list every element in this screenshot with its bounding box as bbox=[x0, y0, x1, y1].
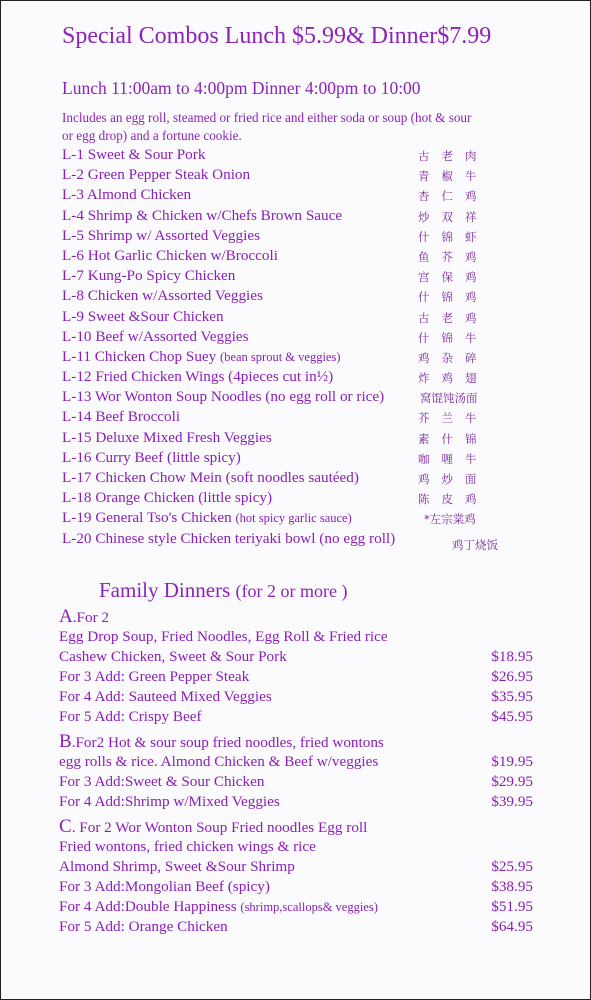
lunch-item bbox=[62, 185, 502, 205]
family-set-header bbox=[59, 607, 539, 627]
lunch-item bbox=[62, 407, 502, 427]
lunch-item-chinese-name: 什锦鸡 bbox=[418, 290, 489, 305]
family-set-line-text: For 4 Add:Double Happiness bbox=[59, 898, 237, 915]
lunch-item-name: L-8 Chicken w/Assorted Veggies bbox=[62, 287, 263, 305]
hours-text: Lunch 11:00am to 4:00pm Dinner 4:00pm to 10:00 bbox=[62, 78, 421, 98]
lunch-item-chinese-name: 炸鸡翅 bbox=[418, 371, 489, 386]
family-set-line bbox=[59, 627, 539, 647]
lunch-item-chinese-name: 杏仁鸡 bbox=[418, 189, 489, 204]
lunch-item-chinese-name: 鸡杂碎 bbox=[418, 350, 489, 365]
family-set-line bbox=[59, 792, 539, 812]
family-set-price: $35.95 bbox=[491, 688, 533, 705]
family-set-line bbox=[59, 837, 539, 857]
family-set-line bbox=[59, 752, 539, 772]
lunch-item-chinese-name: 什锦牛 bbox=[418, 330, 489, 345]
family-set-line bbox=[59, 877, 539, 897]
family-set-line bbox=[59, 667, 539, 687]
family-set-price: $51.95 bbox=[491, 898, 533, 915]
family-set-line-text: For 5 Add: Orange Chicken bbox=[59, 918, 228, 935]
lunch-item bbox=[62, 428, 502, 448]
family-set-letter: C bbox=[59, 816, 72, 837]
family-set-head-text: .For 2 bbox=[72, 609, 110, 626]
lunch-item-name: L-11 Chicken Chop Suey bbox=[62, 347, 217, 365]
lunch-item-name: L-20 Chinese style Chicken teriyaki bowl (no egg roll) bbox=[62, 529, 396, 547]
family-set-line-text: Almond Shrimp, Sweet &Sour Shrimp bbox=[59, 858, 295, 875]
lunch-item-note: (bean sprout & veggies) bbox=[220, 349, 341, 364]
lunch-item-name: L-6 Hot Garlic Chicken w/Broccoli bbox=[62, 246, 278, 264]
lunch-item-note: (hot spicy garlic sauce) bbox=[235, 511, 352, 526]
lunch-item bbox=[62, 508, 502, 528]
family-set-price: $38.95 bbox=[491, 878, 533, 895]
family-set-price: $18.95 bbox=[491, 648, 533, 665]
lunch-item bbox=[62, 307, 502, 327]
includes-text: Includes an egg roll, steamed or fried rice and either soda or soup (hot & sour or egg drop) and a fortune cookie. bbox=[62, 110, 472, 143]
family-set-price: $25.95 bbox=[491, 858, 533, 875]
lunch-item-name: L-13 Wor Wonton Soup Noodles (no egg roll or rice) bbox=[62, 388, 385, 406]
lunch-item-chinese-name: 素什锦 bbox=[418, 431, 489, 446]
family-dinners-heading: Family Dinners bbox=[99, 578, 231, 602]
family-set-line bbox=[59, 917, 539, 937]
lunch-item bbox=[62, 145, 502, 165]
family-set-line bbox=[59, 647, 539, 667]
family-set-line-text: Egg Drop Soup, Fried Noodles, Egg Roll & Fried rice bbox=[59, 628, 388, 645]
lunch-item bbox=[62, 347, 502, 367]
family-set-line bbox=[59, 772, 539, 792]
family-set-price: $19.95 bbox=[491, 753, 533, 770]
family-set-line-text: For 4 Add:Shrimp w/Mixed Veggies bbox=[59, 793, 280, 810]
lunch-item-chinese-name: 什锦虾 bbox=[418, 229, 489, 244]
lunch-item bbox=[62, 468, 502, 488]
family-dinners-list bbox=[59, 607, 539, 937]
page-title: Special Combos Lunch $5.99& Dinner$7.99 bbox=[62, 23, 492, 49]
lunch-item-chinese-name: 咖喱牛 bbox=[418, 451, 489, 466]
family-set-price: $64.95 bbox=[491, 918, 533, 935]
lunch-item bbox=[62, 529, 502, 552]
family-set-line-text: For 3 Add:Mongolian Beef (spicy) bbox=[59, 878, 270, 895]
lunch-item-chinese-name: 古老肉 bbox=[418, 149, 489, 163]
lunch-item-name: L-17 Chicken Chow Mein (soft noodles sautéed) bbox=[62, 469, 359, 486]
lunch-item-name: L-18 Orange Chicken (little spicy) bbox=[62, 489, 273, 507]
family-set-header bbox=[59, 817, 539, 837]
family-set-letter: B bbox=[59, 731, 72, 752]
lunch-item-name: L-3 Almond Chicken bbox=[62, 186, 192, 204]
lunch-item bbox=[62, 266, 502, 286]
lunch-item-name: L-1 Sweet & Sour Pork bbox=[62, 146, 206, 163]
lunch-item bbox=[62, 387, 502, 407]
lunch-item bbox=[62, 286, 502, 306]
lunch-item-name: L-10 Beef w/Assorted Veggies bbox=[62, 327, 249, 345]
family-set-price: $45.95 bbox=[491, 708, 533, 725]
family-set-header bbox=[59, 732, 539, 752]
lunch-item-chinese-name: 鱼芥鸡 bbox=[418, 249, 489, 264]
lunch-item-name: L-4 Shrimp & Chicken w/Chefs Brown Sauce bbox=[62, 206, 343, 224]
family-set-line bbox=[59, 897, 539, 917]
family-set-price: $26.95 bbox=[491, 668, 533, 685]
family-set-price: $29.95 bbox=[491, 773, 533, 790]
family-set-line bbox=[59, 857, 539, 877]
family-dinners-title bbox=[99, 578, 347, 603]
lunch-item-chinese-name: 陈皮鸡 bbox=[418, 492, 489, 507]
lunch-item-chinese-name: 芥兰牛 bbox=[418, 411, 489, 426]
lunch-item-chinese-name: 鸡丁烧饭 bbox=[452, 537, 498, 552]
family-set-line-note: (shrimp,scallops& veggies) bbox=[240, 900, 378, 914]
lunch-item-name: L-12 Fried Chicken Wings (4pieces cut in½) bbox=[62, 368, 334, 386]
lunch-item bbox=[62, 488, 502, 508]
lunch-item-chinese-name: 古老鸡 bbox=[418, 310, 489, 325]
lunch-item-chinese-name: 宫保鸡 bbox=[418, 270, 489, 285]
lunch-item-name: L-9 Sweet &Sour Chicken bbox=[62, 307, 224, 325]
family-dinners-subtitle: (for 2 or more ) bbox=[235, 581, 348, 601]
family-set-line-text: egg rolls & rice. Almond Chicken & Beef w/veggies bbox=[59, 753, 379, 770]
lunch-item-name: L-14 Beef Broccoli bbox=[62, 408, 181, 426]
lunch-item-name: L-7 Kung-Po Spicy Chicken bbox=[62, 267, 236, 285]
lunch-item-chinese-name: 炒双祥 bbox=[418, 209, 489, 224]
family-set-letter: A bbox=[59, 606, 73, 627]
lunch-item-chinese-name: 青椒牛 bbox=[418, 169, 489, 184]
family-set-line-text: For 4 Add: Sauteed Mixed Veggies bbox=[59, 688, 272, 705]
lunch-item-name: L-5 Shrimp w/ Assorted Veggies bbox=[62, 226, 260, 244]
lunch-item bbox=[62, 327, 502, 347]
family-set-line-text: Cashew Chicken, Sweet & Sour Pork bbox=[59, 648, 287, 665]
lunch-item bbox=[62, 367, 502, 387]
family-set-price: $39.95 bbox=[491, 793, 533, 810]
lunch-item-chinese-name: 窝馄饨汤面 bbox=[420, 391, 478, 406]
lunch-item-name: L-15 Deluxe Mixed Fresh Veggies bbox=[62, 428, 272, 446]
family-set-line-text: For 3 Add:Sweet & Sour Chicken bbox=[59, 773, 265, 790]
lunch-item bbox=[62, 226, 502, 246]
family-set-line bbox=[59, 687, 539, 707]
family-set-line bbox=[59, 707, 539, 727]
lunch-item-name: L-19 General Tso's Chicken bbox=[62, 509, 232, 527]
family-set-head-text: . For 2 Wor Wonton Soup Fried noodles Egg roll bbox=[71, 819, 368, 836]
lunch-item bbox=[62, 206, 502, 226]
family-set-head-text: .For2 Hot & sour soup fried noodles, fried wontons bbox=[71, 734, 384, 751]
lunch-item-chinese-name: 鸡炒面 bbox=[418, 472, 489, 486]
lunch-item-chinese-name: *左宗棠鸡 bbox=[424, 512, 476, 527]
lunch-item-name: L-2 Green Pepper Steak Onion bbox=[62, 166, 251, 184]
lunch-item bbox=[62, 165, 502, 185]
lunch-item bbox=[62, 246, 502, 266]
family-set-line-text: For 5 Add: Crispy Beef bbox=[59, 708, 202, 725]
lunch-item bbox=[62, 448, 502, 468]
lunch-combo-list bbox=[62, 145, 502, 552]
lunch-item-name: L-16 Curry Beef (little spicy) bbox=[62, 448, 241, 466]
family-set-line-text: For 3 Add: Green Pepper Steak bbox=[59, 668, 250, 685]
family-set-line-text: Fried wontons, fried chicken wings & rice bbox=[59, 838, 316, 855]
